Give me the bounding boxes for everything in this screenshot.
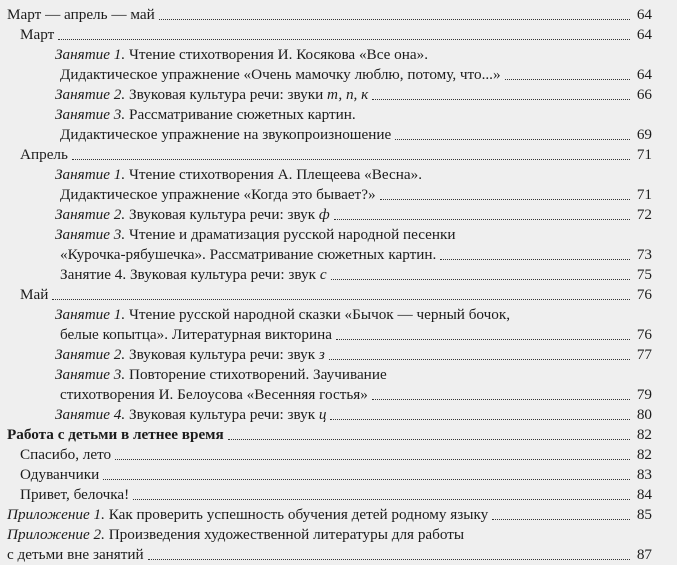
toc-entry-title bbox=[55, 226, 456, 243]
toc-entry-prefix: Занятие 4. bbox=[55, 406, 126, 423]
toc-entry-text: белые копытца». Литературная викторина bbox=[60, 326, 332, 343]
toc-entry-text: Март — апрель — май bbox=[7, 6, 155, 23]
toc-entry-prefix: Приложение 2. bbox=[7, 526, 105, 543]
page-number: 85 bbox=[636, 506, 652, 523]
toc-entry-text: Как проверить успешность обучения детей родному языку bbox=[104, 506, 489, 523]
dot-leader bbox=[115, 458, 630, 460]
toc-entry-title bbox=[60, 125, 391, 145]
toc-entry-prefix: Занятие 2. bbox=[55, 86, 126, 103]
page-number: 79 bbox=[636, 386, 652, 403]
page-number: 73 bbox=[636, 246, 652, 263]
toc-entry bbox=[7, 185, 652, 205]
toc-entry-text: Апрель bbox=[20, 146, 68, 163]
toc-entry-title bbox=[60, 265, 327, 285]
toc-entry bbox=[7, 405, 652, 425]
toc-entry-title bbox=[7, 505, 488, 525]
toc-entry-title bbox=[55, 405, 326, 425]
page-number: 84 bbox=[636, 486, 652, 503]
dot-leader bbox=[331, 278, 630, 280]
toc-entry-title bbox=[20, 445, 111, 465]
toc-entry-text: Дидактическое упражнение «Когда это бывает?» bbox=[60, 186, 376, 203]
dot-leader bbox=[395, 138, 630, 140]
toc-entry-sounds: с bbox=[319, 266, 327, 283]
toc-entry bbox=[7, 265, 652, 285]
dot-leader bbox=[329, 358, 630, 360]
toc-entry-text: Одуванчики bbox=[20, 466, 100, 483]
toc-entry-title bbox=[55, 106, 356, 123]
toc-entry bbox=[7, 505, 652, 525]
toc-entry bbox=[7, 145, 652, 165]
toc-entry-title bbox=[55, 306, 510, 323]
dot-leader bbox=[330, 418, 630, 420]
toc-entry-text: стихотворения И. Белоусова «Весенняя гостья» bbox=[60, 386, 368, 403]
toc-entry-text: «Курочка-рябушечка». Рассматривание сюжетных картин. bbox=[60, 246, 437, 263]
dot-leader bbox=[505, 78, 630, 80]
toc-entry-prefix: Занятие 3. bbox=[55, 226, 126, 243]
dot-leader bbox=[334, 218, 630, 220]
toc-entry bbox=[7, 345, 652, 365]
toc-entry-title bbox=[55, 85, 368, 105]
dot-leader bbox=[52, 298, 630, 300]
toc-entry-text: Занятие 4. Звуковая культура речи: звук bbox=[60, 266, 320, 283]
dot-leader bbox=[133, 498, 630, 500]
page-number: 82 bbox=[636, 446, 652, 463]
toc-entry-title bbox=[7, 526, 464, 543]
toc-entry bbox=[7, 385, 652, 405]
dot-leader bbox=[492, 518, 630, 520]
toc-entry bbox=[7, 105, 652, 125]
page-number: 77 bbox=[636, 346, 652, 363]
dot-leader bbox=[372, 98, 630, 100]
toc-entry-sounds: т, п, к bbox=[327, 86, 369, 103]
toc-entry-text: Чтение и драматизация русской народной песенки bbox=[125, 226, 456, 243]
toc-entry-title bbox=[55, 366, 387, 383]
toc-entry bbox=[7, 285, 652, 305]
toc-entry-sounds: з bbox=[318, 346, 325, 363]
toc-entry-title bbox=[60, 245, 436, 265]
toc-entry-text: Дидактическое упражнение на звукопроизношение bbox=[60, 126, 392, 143]
page-number: 75 bbox=[636, 266, 652, 283]
dot-leader bbox=[148, 558, 630, 560]
toc-entry bbox=[7, 65, 652, 85]
toc-entry-text: Чтение стихотворения И. Косякова «Все она». bbox=[125, 46, 429, 63]
toc-entry-title bbox=[55, 205, 330, 225]
toc-entry-sounds: ф bbox=[318, 206, 330, 223]
toc-entry-title bbox=[20, 25, 54, 45]
toc-entry bbox=[7, 425, 652, 445]
toc-entry-title bbox=[20, 465, 99, 485]
toc-entry-text: Чтение стихотворения А. Плещеева «Весна». bbox=[125, 166, 423, 183]
dot-leader bbox=[159, 18, 630, 20]
toc-entry-title bbox=[7, 425, 224, 445]
page-number: 71 bbox=[636, 186, 652, 203]
toc-entry-title bbox=[60, 385, 368, 405]
toc-entry bbox=[7, 305, 652, 325]
toc-entry bbox=[7, 5, 652, 25]
page-number: 82 bbox=[636, 426, 652, 443]
toc-entry-text: Привет, белочка! bbox=[20, 486, 130, 503]
page-number: 72 bbox=[636, 206, 652, 223]
page-number: 71 bbox=[636, 146, 652, 163]
page-number: 76 bbox=[636, 286, 652, 303]
toc-entry bbox=[7, 85, 652, 105]
toc-entry-title bbox=[7, 545, 144, 565]
toc-entry bbox=[7, 525, 652, 545]
toc-entry-title bbox=[20, 285, 48, 305]
toc-entry-prefix: Занятие 2. bbox=[55, 346, 126, 363]
toc-entry-prefix: Занятие 1. bbox=[55, 46, 126, 63]
toc-entry-title bbox=[60, 185, 376, 205]
toc-entry bbox=[7, 245, 652, 265]
page-number: 80 bbox=[636, 406, 652, 423]
dot-leader bbox=[72, 158, 630, 160]
toc-entry-prefix: Занятие 2. bbox=[55, 206, 126, 223]
toc-entry-sounds: ц bbox=[318, 406, 327, 423]
toc-entry-text: Рассматривание сюжетных картин. bbox=[125, 106, 356, 123]
page-number: 64 bbox=[636, 6, 652, 23]
toc-entry-title bbox=[55, 166, 422, 183]
dot-leader bbox=[336, 338, 630, 340]
toc-entry-text: Звуковая культура речи: звук bbox=[125, 346, 319, 363]
toc-entry bbox=[7, 545, 652, 565]
toc-entry bbox=[7, 485, 652, 505]
toc-entry-text: с детьми вне занятий bbox=[7, 546, 144, 563]
toc-entry-prefix: Приложение 1. bbox=[7, 506, 105, 523]
toc-entry-text: Повторение стихотворений. Заучивание bbox=[125, 366, 387, 383]
toc-entry-prefix: Занятие 1. bbox=[55, 166, 126, 183]
toc-entry-title bbox=[20, 145, 68, 165]
page-number: 83 bbox=[636, 466, 652, 483]
page-number: 64 bbox=[636, 26, 652, 43]
page-number: 87 bbox=[636, 546, 652, 563]
toc-entry bbox=[7, 365, 652, 385]
toc-entry bbox=[7, 25, 652, 45]
toc-entry-prefix: Занятие 3. bbox=[55, 106, 126, 123]
page-number: 64 bbox=[636, 66, 652, 83]
toc-entry-text: Звуковая культура речи: звуки bbox=[125, 86, 328, 103]
toc-entry-text: Дидактическое упражнение «Очень мамочку люблю, потому, что...» bbox=[60, 66, 501, 83]
toc-entry bbox=[7, 45, 652, 65]
toc-entry-text: Чтение русской народной сказки «Бычок — черный бочок, bbox=[125, 306, 511, 323]
dot-leader bbox=[380, 198, 630, 200]
dot-leader bbox=[372, 398, 630, 400]
toc-entry bbox=[7, 125, 652, 145]
toc-entry-title bbox=[20, 485, 129, 505]
dot-leader bbox=[228, 438, 630, 440]
dot-leader bbox=[58, 38, 630, 40]
toc-entry-text: Произведения художественной литературы для работы bbox=[104, 526, 465, 543]
toc-entry bbox=[7, 445, 652, 465]
dot-leader bbox=[103, 478, 630, 480]
toc-entry bbox=[7, 325, 652, 345]
toc-entry-prefix: Занятие 3. bbox=[55, 366, 126, 383]
page-number: 69 bbox=[636, 126, 652, 143]
toc-entry-prefix: Занятие 1. bbox=[55, 306, 126, 323]
page-number: 76 bbox=[636, 326, 652, 343]
toc-entry-title bbox=[60, 325, 332, 345]
toc-entry-text: Март bbox=[20, 26, 55, 43]
toc-entry bbox=[7, 225, 652, 245]
toc-entry-title bbox=[55, 345, 325, 365]
toc-entry-title bbox=[55, 46, 428, 63]
toc-entry-text: Работа с детьми в летнее время bbox=[7, 426, 224, 443]
page-number: 66 bbox=[636, 86, 652, 103]
toc-entry bbox=[7, 465, 652, 485]
toc-entry-text: Звуковая культура речи: звук bbox=[125, 406, 319, 423]
toc-entry-text: Спасибо, лето bbox=[20, 446, 112, 463]
toc-entry-title bbox=[60, 65, 501, 85]
dot-leader bbox=[440, 258, 630, 260]
toc-entry-title bbox=[7, 5, 155, 25]
toc-entry bbox=[7, 165, 652, 185]
table-of-contents bbox=[7, 5, 652, 565]
toc-entry-text: Май bbox=[20, 286, 49, 303]
toc-entry bbox=[7, 205, 652, 225]
toc-entry-text: Звуковая культура речи: звук bbox=[125, 206, 319, 223]
